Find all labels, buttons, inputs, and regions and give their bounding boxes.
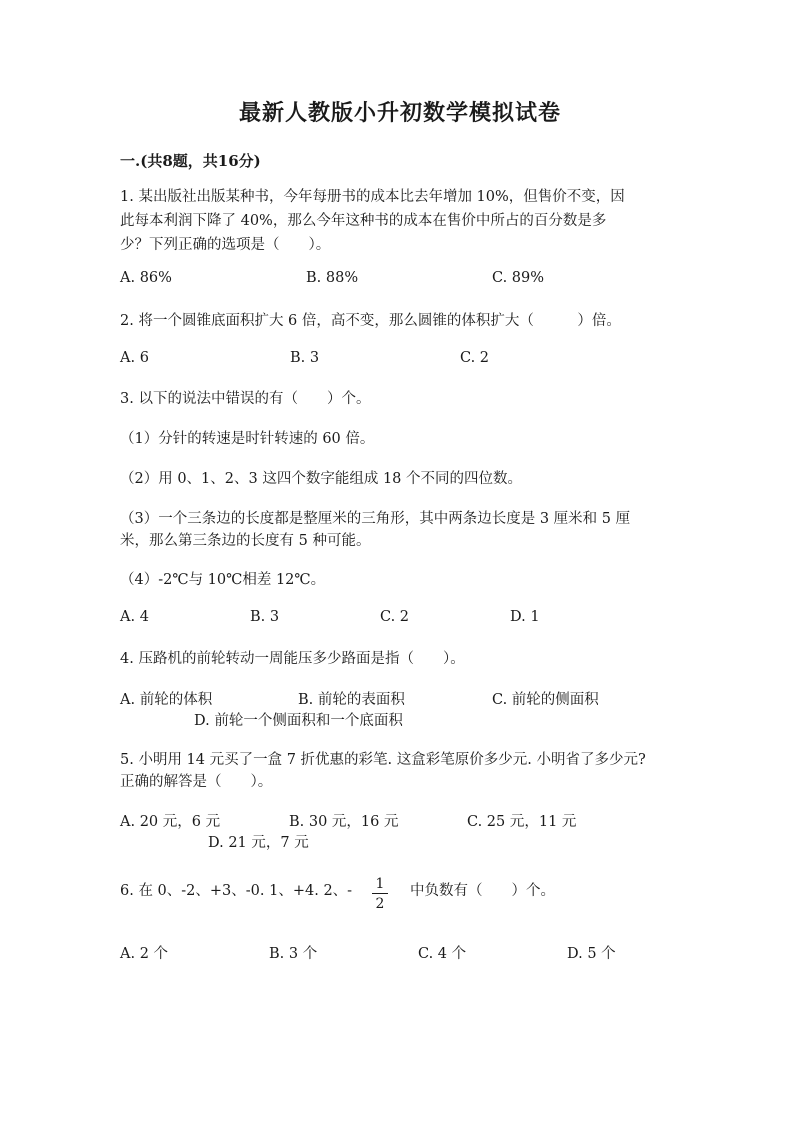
question-6-option-b[interactable]: B. 3 个: [269, 946, 318, 962]
question-4-option-c[interactable]: C. 前轮的侧面积: [492, 692, 599, 708]
question-2-option-a[interactable]: A. 6: [120, 350, 149, 366]
question-6-line-2: 中负数有（ ）个。: [410, 883, 555, 899]
fraction-denominator: 2: [375, 896, 385, 912]
question-3-option-a[interactable]: A. 4: [120, 609, 149, 625]
question-3-line-6: （4）-2℃与 10℃相差 12℃。: [120, 572, 326, 588]
page-title: 最新人教版小升初数学模拟试卷: [238, 100, 561, 126]
question-1-option-c[interactable]: C. 89%: [492, 270, 545, 286]
fraction-bar: [372, 893, 388, 894]
question-3-line-3: （2）用 0、1、2、3 这四个数字能组成 18 个不同的四位数。: [120, 471, 523, 487]
question-3-line-4: （3）一个三条边的长度都是整厘米的三角形，其中两条边长度是 3 厘米和 5 厘: [120, 511, 631, 527]
question-4-option-d[interactable]: D. 前轮一个侧面积和一个底面积: [194, 713, 403, 729]
question-3-option-b[interactable]: B. 3: [250, 609, 280, 625]
question-4-option-b[interactable]: B. 前轮的表面积: [298, 692, 405, 708]
question-4-option-a[interactable]: A. 前轮的体积: [120, 692, 213, 708]
question-5-option-a[interactable]: A. 20 元，6 元: [120, 814, 221, 830]
question-6-option-c[interactable]: C. 4 个: [418, 946, 467, 962]
question-5-line-2: 正确的解答是（ ）。: [120, 774, 273, 790]
question-4-line-1: 4. 压路机的前轮转动一周能压多少路面是指（ ）。: [120, 651, 465, 667]
question-1-line-1: 1. 某出版社出版某种书，今年每册书的成本比去年增加 10%，但售价不变，因: [120, 189, 625, 205]
question-3-option-d[interactable]: D. 1: [510, 609, 540, 625]
question-2-option-c[interactable]: C. 2: [460, 350, 490, 366]
fraction-numerator: 1: [375, 876, 385, 892]
question-5-option-b[interactable]: B. 30 元，16 元: [289, 814, 399, 830]
question-6-option-a[interactable]: A. 2 个: [120, 946, 169, 962]
question-6-option-d[interactable]: D. 5 个: [567, 946, 616, 962]
question-6-line-1: 6. 在 0、-2、+3、-0. 1、+4. 2、-: [120, 883, 353, 899]
question-3-option-c[interactable]: C. 2: [380, 609, 410, 625]
question-5-line-1: 5. 小明用 14 元买了一盒 7 折优惠的彩笔. 这盒彩笔原价多少元. 小明省了多少元?: [120, 752, 646, 768]
question-2-option-b[interactable]: B. 3: [290, 350, 320, 366]
question-5-option-d[interactable]: D. 21 元，7 元: [208, 835, 309, 851]
section-heading: 一.(共8题，共16分): [120, 152, 261, 170]
question-3-line-1: 3. 以下的说法中错误的有（ ）个。: [120, 391, 371, 407]
question-2-line-1: 2. 将一个圆锥底面积扩大 6 倍，高不变，那么圆锥的体积扩大（ ）倍。: [120, 313, 621, 329]
question-3-line-2: （1）分针的转速是时针转速的 60 倍。: [120, 431, 375, 447]
question-1-option-b[interactable]: B. 88%: [306, 270, 359, 286]
question-3-line-5: 米，那么第三条边的长度有 5 种可能。: [120, 533, 371, 549]
question-5-option-c[interactable]: C. 25 元，11 元: [467, 814, 577, 830]
question-1-line-3: 少？下列正确的选项是（ ）。: [120, 237, 331, 253]
question-1-line-2: 此每本利润下降了 40%，那么今年这种书的成本在售价中所占的百分数是多: [120, 213, 607, 229]
question-1-option-a[interactable]: A. 86%: [120, 270, 172, 286]
fraction-one-half: [372, 876, 388, 912]
